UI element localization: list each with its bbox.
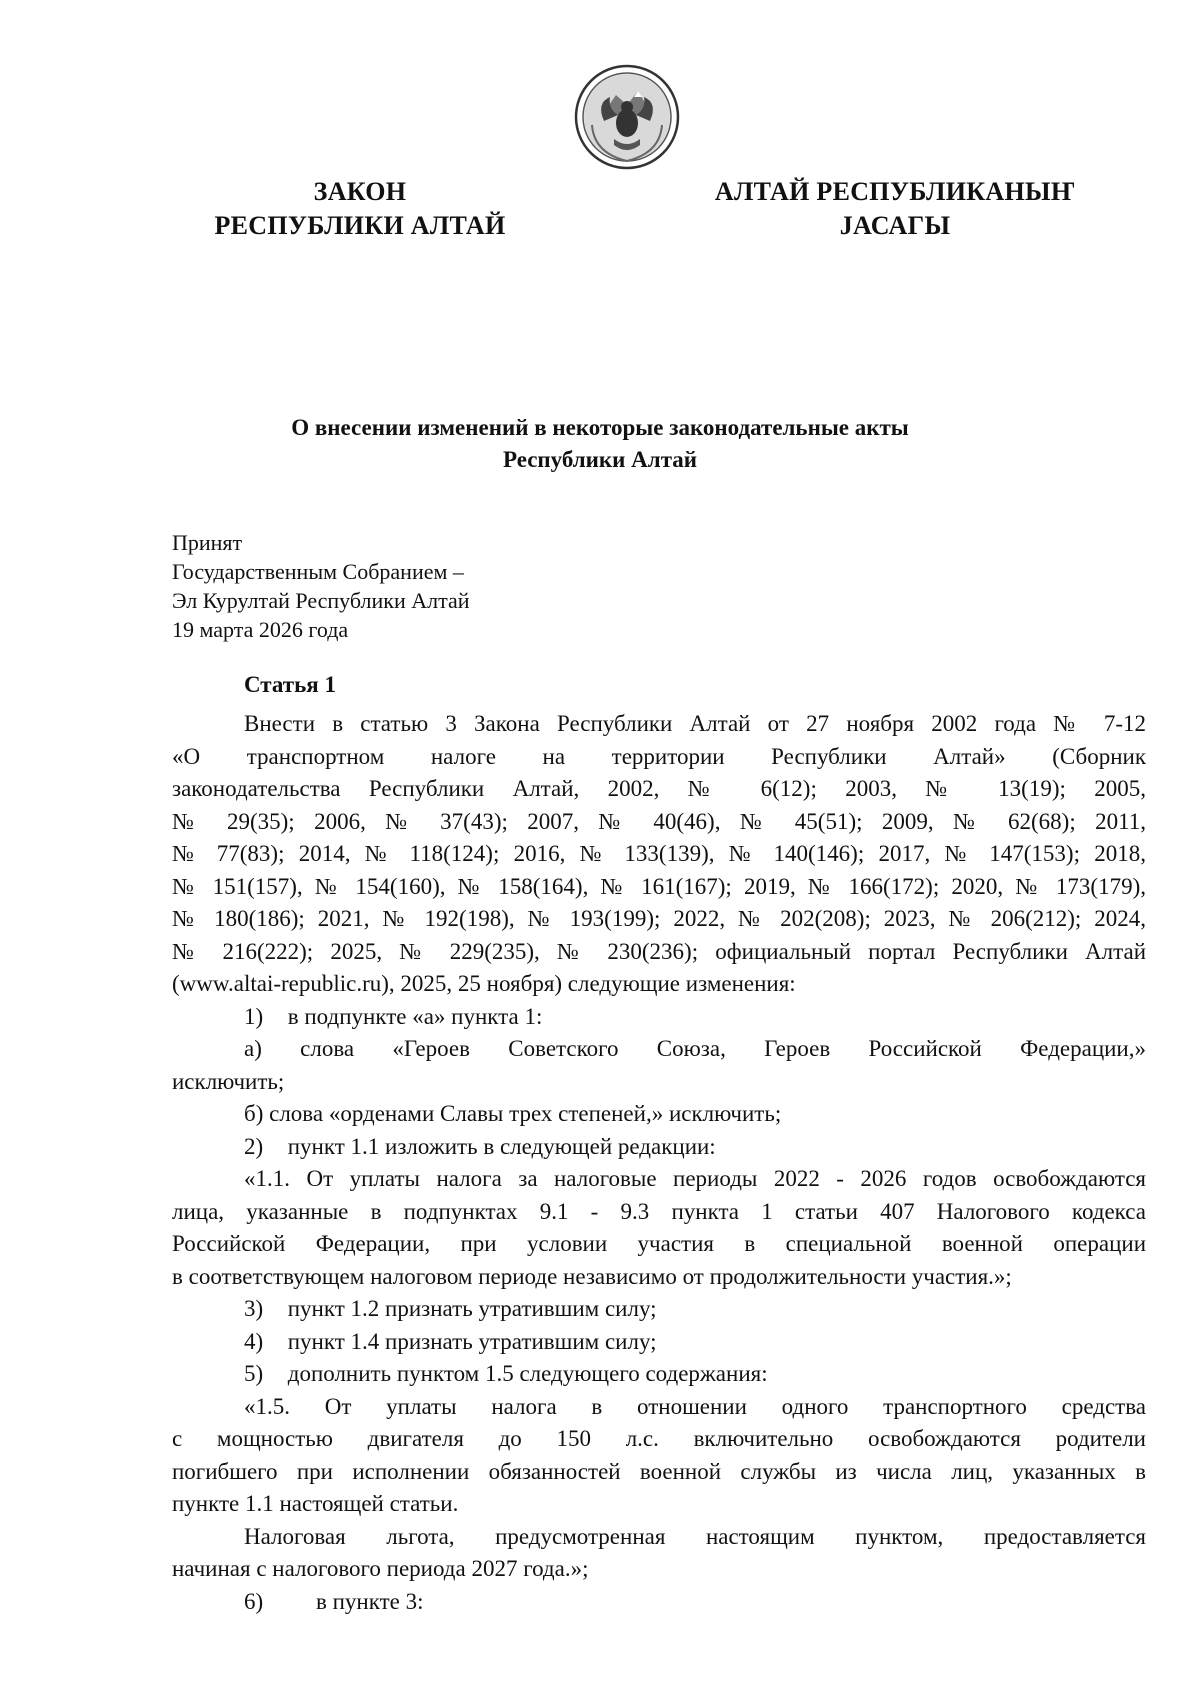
item-number: 1) [244, 1003, 264, 1029]
document-title [170, 412, 1030, 476]
item-number: 6) [244, 1588, 264, 1614]
list-item-5 [172, 1358, 1146, 1391]
item-number: 3) [244, 1296, 264, 1321]
item-text: пункт 1.2 признать утратившим силу; [287, 1296, 657, 1321]
item-text: в подпункте «а» пункта 1: [287, 1003, 543, 1029]
header-right [700, 175, 1090, 243]
intro-line: «О транспортном налоге на территории Республики Алтай» (Сборник [172, 743, 1146, 769]
quote-line: лица, указанные в подпунктах 9.1 - 9.3 пункта 1 статьи 407 Налогового кодекса [172, 1198, 1146, 1224]
title-line2: Республики Алтай [502, 447, 698, 472]
item-text: пункт 1.4 признать утратившим силу; [287, 1328, 657, 1354]
adoption-block [172, 528, 470, 644]
quote-line: в соответствующем налоговом периоде независимо от продолжительности участия.»; [172, 1263, 1012, 1289]
article-heading: Статья 1 [244, 672, 336, 697]
adopted-line3: Эл Курултай Республики Алтай [172, 588, 470, 613]
intro-line: № 151(157), № 154(160), № 158(164), № 161(167); 2019, № 166(172); 2020, № 173(179), [172, 873, 1146, 899]
quote-line: Российской Федерации, при условии участия в специальной военной операции [172, 1231, 1146, 1256]
intro-line: (www.altai-republic.ru), 2025, 25 ноября) следующие изменения: [172, 971, 796, 996]
header-left-line2: РЕСПУБЛИКИ АЛТАЙ [214, 211, 506, 240]
subitem-b: б) слова «орденами Славы трех степеней,» исключить; [244, 1101, 782, 1126]
title-line1: О внесении изменений в некоторые законодательные акты [291, 415, 909, 440]
subitem-a-line: а) слова «Героев Советского Союза, Героев Российской Федерации,» [244, 1036, 1146, 1061]
intro-line: № 216(222); 2025, № 229(235), № 230(236); официальный портал Республики Алтай [172, 938, 1146, 964]
quote-line: Налоговая льгота, предусмотренная настоящим пунктом, предоставляется [244, 1523, 1146, 1549]
header-left [190, 175, 530, 243]
header-left-line1: ЗАКОН [313, 177, 407, 206]
item-number: 5) [244, 1361, 264, 1386]
header-right-line2: ЈАСАГЫ [839, 211, 951, 240]
item-number: 4) [244, 1328, 264, 1354]
adopted-date: 19 марта 2026 года [172, 617, 349, 642]
quote-line: «1.1. От уплаты налога за налоговые периоды 2022 - 2026 годов освобождаются [244, 1166, 1146, 1191]
item-text: пункт 1.1 изложить в следующей редакции: [287, 1133, 716, 1159]
list-item-6 [172, 1586, 1146, 1619]
coat-of-arms-icon [574, 63, 680, 171]
item-text: в пункте 3: [316, 1588, 424, 1614]
intro-line: № 29(35); 2006, № 37(43); 2007, № 40(46), № 45(51); 2009, № 62(68); 2011, [172, 808, 1146, 834]
article-body [172, 708, 1146, 1618]
intro-line: Внести в статью 3 Закона Республики Алтай от 27 ноября 2002 года № 7-12 [244, 711, 1146, 736]
quote-line: «1.5. От уплаты налога в отношении одного транспортного средства [244, 1393, 1146, 1419]
list-item-2 [172, 1131, 1146, 1164]
intro-line: № 180(186); 2021, № 192(198), № 193(199); 2022, № 202(208); 2023, № 206(212); 2024, [172, 906, 1146, 931]
list-item-4 [172, 1326, 1146, 1359]
intro-line: законодательства Республики Алтай, 2002, № 6(12); 2003, № 13(19); 2005, [172, 776, 1146, 801]
item-number: 2) [244, 1133, 264, 1159]
list-item-3 [172, 1293, 1146, 1326]
subitem-a-line: исключить; [172, 1068, 285, 1094]
adopted-line2: Государственным Собранием – [172, 559, 464, 584]
quote-line: пункте 1.1 настоящей статьи. [172, 1491, 459, 1516]
quote-line: начиная с налогового периода 2027 года.»; [172, 1556, 589, 1581]
item-text: дополнить пунктом 1.5 следующего содержания: [287, 1361, 768, 1386]
list-item-1 [172, 1001, 1146, 1034]
quote-line: погибшего при исполнении обязанностей военной службы из числа лиц, указанных в [172, 1458, 1146, 1484]
header-right-line1: АЛТАЙ РЕСПУБЛИКАНЫҤ [714, 177, 1076, 206]
adopted-line1: Принят [172, 530, 243, 555]
quote-line: с мощностью двигателя до 150 л.с. включительно освобождаются родители [172, 1426, 1146, 1451]
intro-line: № 77(83); 2014, № 118(124); 2016, № 133(139), № 140(146); 2017, № 147(153); 2018, [172, 841, 1146, 866]
